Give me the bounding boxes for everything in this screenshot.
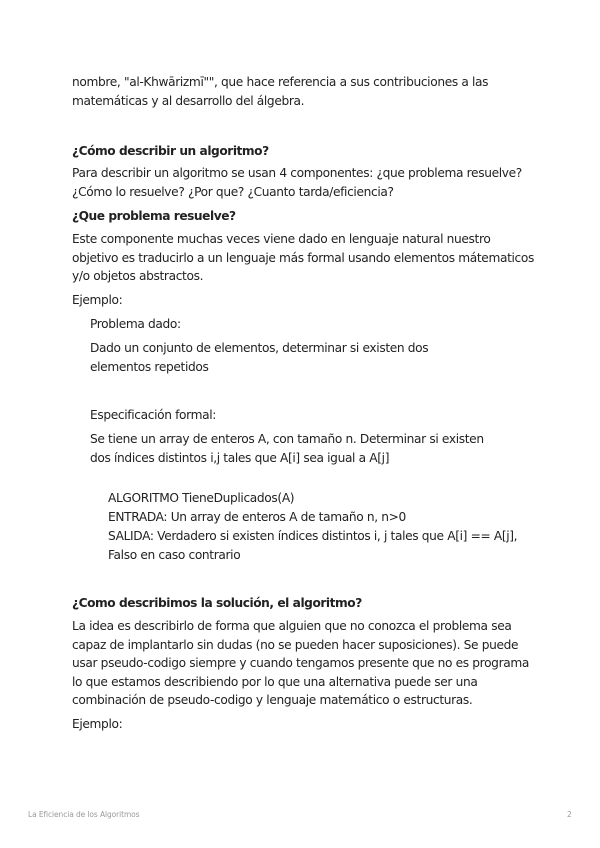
footer-title: La Eficiencia de los Algoritmos	[28, 810, 140, 819]
example-label-1: Ejemplo:	[72, 293, 123, 307]
algorithm-input: ENTRADA: Un array de enteros A de tamaño n, n>0	[108, 510, 406, 524]
intro-line-2: matemáticas y al desarrollo del álgebra.	[72, 94, 305, 108]
example-label-2: Ejemplo:	[72, 717, 123, 731]
formal-spec-label: Especificación formal:	[90, 408, 217, 422]
intro-line-1: nombre, "al-Khwārizmī"", que hace referencia a sus contribuciones a las	[72, 75, 489, 89]
given-problem-text: Dado un conjunto de elementos, determinar si existen dos elementos repetidos	[90, 341, 429, 374]
algorithm-name: ALGORITMO TieneDuplicados(A)	[108, 491, 295, 505]
footer-page-number: 2	[567, 810, 572, 819]
paragraph-describe-solution: La idea es describirlo de forma que alguien que no conozca el problema sea capaz de implantarlo sin dudas (no se pueden hacer suposiciones). Se puede usar pseudo-codigo siempre y cuando tengamos presente que no es programa lo que estamos describiendo por lo que una alternativa puede ser una combinación de pseudo-codigo y lenguaje matemático o estructuras.	[72, 619, 529, 708]
paragraph-describe-algorithm: Para describir un algoritmo se usan 4 componentes: ¿que problema resuelve? ¿Cómo lo resuelve? ¿Por que? ¿Cuanto tarda/eficiencia?	[72, 166, 522, 199]
heading-describe-solution: ¿Como describimos la solución, el algoritmo?	[72, 596, 362, 610]
heading-describe-algorithm: ¿Cómo describir un algoritmo?	[72, 144, 269, 158]
formal-spec-text: Se tiene un array de enteros A, con tamaño n. Determinar si existen dos índices distintos i,j tales que A[i] sea igual a A[j]	[90, 432, 484, 465]
algorithm-output: SALIDA: Verdadero si existen índices distintos i, j tales que A[i] == A[j], Falso en caso contrario	[108, 529, 518, 562]
given-problem-label: Problema dado:	[90, 317, 181, 331]
paragraph-what-problem: Este componente muchas veces viene dado en lenguaje natural nuestro objetivo es traducirlo a un lenguaje más formal usando elementos mátematicos y/o objetos abstractos.	[72, 232, 535, 284]
heading-what-problem: ¿Que problema resuelve?	[72, 209, 236, 223]
